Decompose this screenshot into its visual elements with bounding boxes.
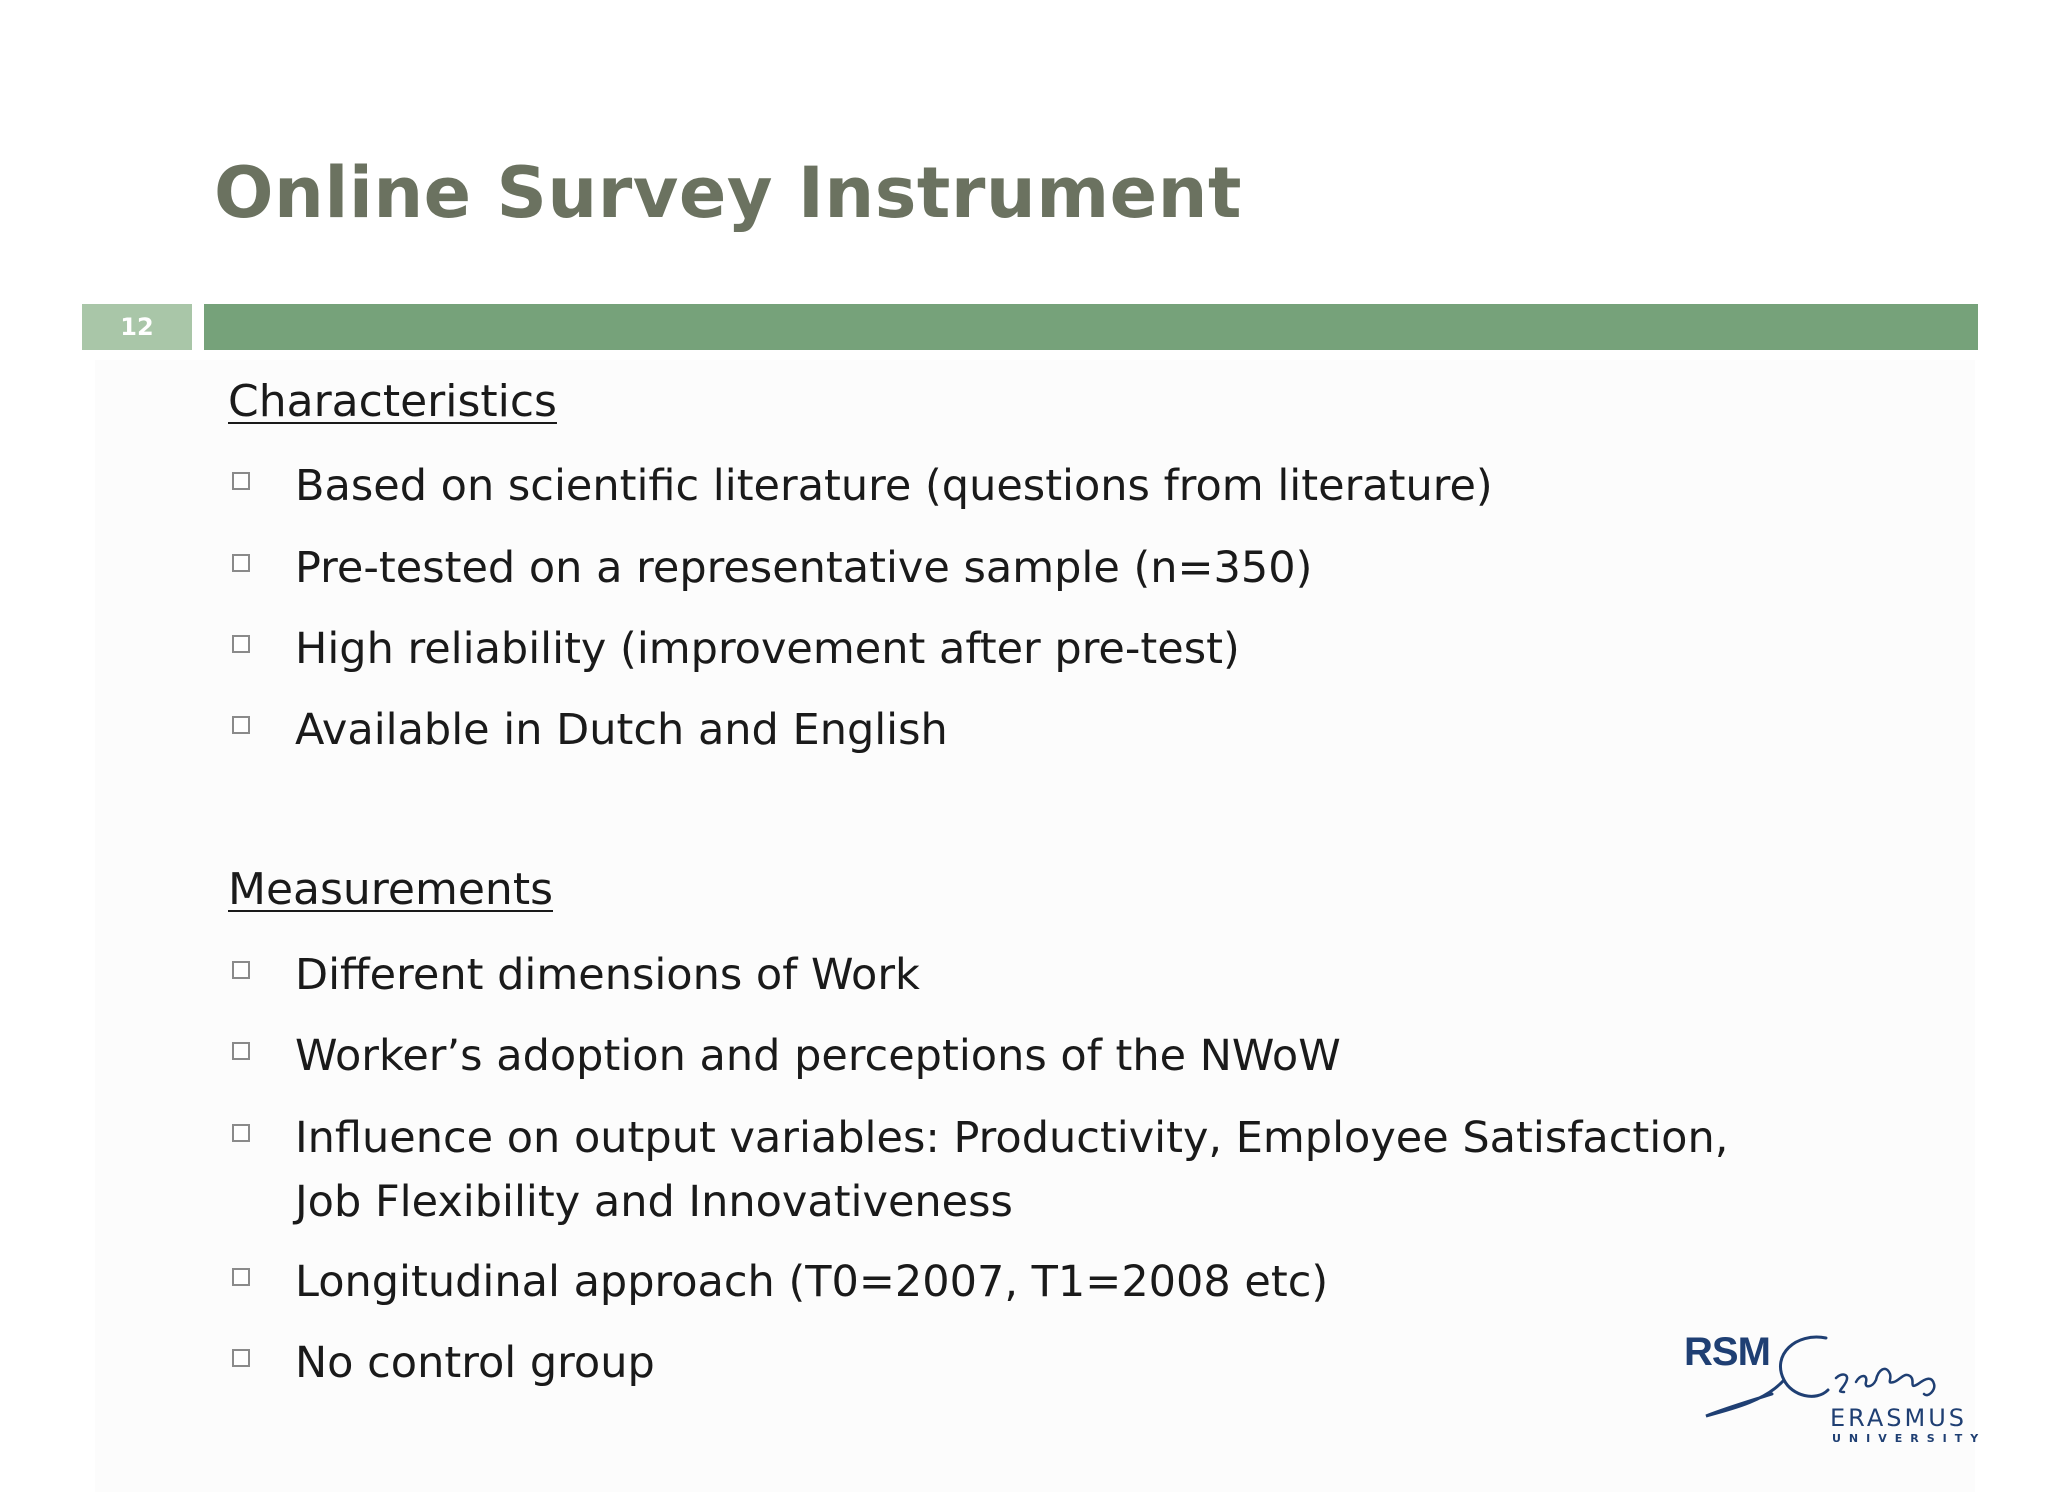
bullet-text: No control group [295,1338,655,1388]
checkbox-bullet-icon [232,1349,250,1367]
section-heading-measurements: Measurements [228,864,553,915]
checkbox-bullet-icon [232,961,250,979]
bullet-text: Longitudinal approach (T0=2007, T1=2008 etc) [295,1257,1329,1307]
checkbox-bullet-icon [232,635,250,653]
bullet-text: Influence on output variables: Productivity, Employee Satisfaction, Job Flexibility and Innovativeness [295,1113,1729,1227]
bullet-text: High reliability (improvement after pre-test) [295,624,1240,674]
section-heading-characteristics: Characteristics [228,376,557,427]
bullet-text: Available in Dutch and English [295,705,948,755]
checkbox-bullet-icon [232,716,250,734]
bullet-text: Pre-tested on a representative sample (n=350) [295,543,1313,593]
bullet-text: Worker’s adoption and perceptions of the NWoW [295,1031,1341,1081]
logo-subname: UNIVERSITY [1832,1432,1987,1445]
checkbox-bullet-icon [232,1042,250,1060]
logo-name: ERASMUS [1830,1404,1968,1432]
bullet-text: Different dimensions of Work [295,950,920,1000]
checkbox-bullet-icon [232,1124,250,1142]
page-number-badge: 12 [82,304,192,350]
title-accent-bar [204,304,1978,350]
checkbox-bullet-icon [232,1268,250,1286]
checkbox-bullet-icon [232,472,250,490]
checkbox-bullet-icon [232,554,250,572]
slide-title: Online Survey Instrument [214,152,1242,234]
rsm-erasmus-logo [1676,1320,1987,1460]
bullet-text: Based on scientific literature (questions from literature) [295,461,1493,511]
logo-acronym: RSM [1684,1330,1770,1374]
